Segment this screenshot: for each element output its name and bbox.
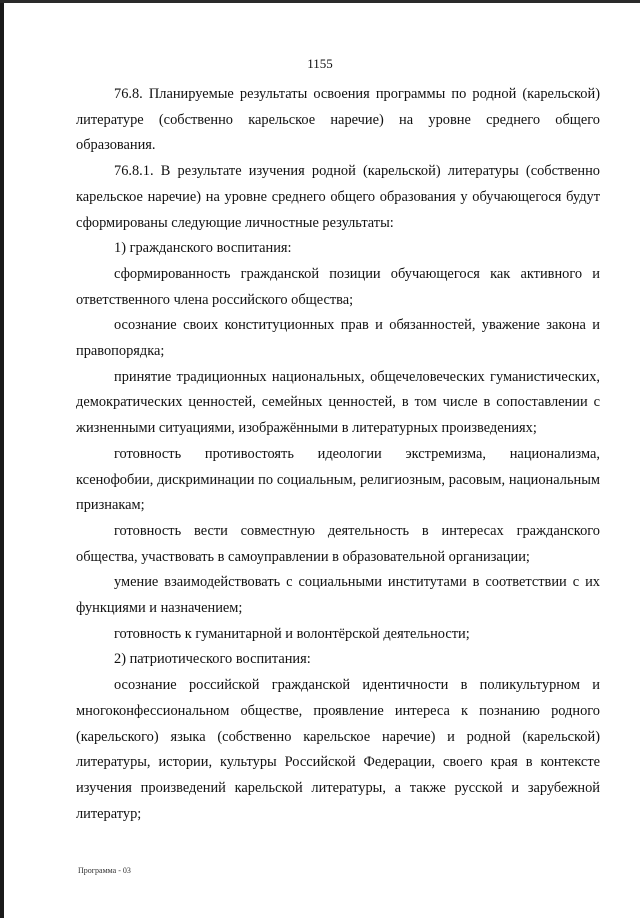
document-body (76, 82, 600, 827)
paragraph: готовность к гуманитарной и волонтёрской деятельности; (114, 625, 470, 642)
paragraph: осознание российской гражданской идентичности в поликультурном и многоконфессиональном обществе, проявление интереса к познанию родного (карельского) языка (собственно карельское наречие) и родной (карельской) литературы, истории, культуры Российской Федерации, своего края в контексте изучения произведений карельской литературы, а также русской и зарубежной литератур; (76, 677, 600, 822)
footer-label: Программа - 03 (78, 866, 131, 875)
list-heading-civic: 1) гражданского воспитания: (114, 240, 292, 257)
scan-edge-left (0, 0, 4, 918)
paragraph: принятие традиционных национальных, общечеловеческих гуманистических, демократических ценностей, семейных ценностей, в том числе в сопоставлении с жизненными ситуациями, изображёнными в литературных произведениях; (76, 368, 600, 437)
scan-edge-top (0, 0, 640, 3)
paragraph: 76.8.1. В результате изучения родной (карельской) литературы (собственно карельское наречие) на уровне среднего общего образования у обучающегося будут сформированы следующие личностные результаты: (76, 163, 600, 231)
paragraph: умение взаимодействовать с социальными институтами в соответствии с их функциями и назначением; (76, 574, 600, 617)
paragraph: готовность противостоять идеологии экстремизма, национализма, ксенофобии, дискриминации по социальным, религиозным, расовым, национальным признакам; (76, 445, 600, 514)
list-heading-patriotic: 2) патриотического воспитания: (114, 651, 311, 668)
paragraph: готовность вести совместную деятельность в интересах гражданского общества, участвовать в самоуправлении в образовательной организации; (76, 522, 600, 565)
page-number: 1155 (307, 56, 333, 71)
paragraph: осознание своих конституционных прав и обязанностей, уважение закона и правопорядка; (76, 317, 600, 360)
section-heading: 76.8. Планируемые результаты освоения программы по родной (карельской) литературе (собственно карельское наречие) на уровне среднего общего образования. (76, 86, 600, 154)
paragraph: сформированность гражданской позиции обучающегося как активного и ответственного члена российского общества; (76, 265, 600, 308)
